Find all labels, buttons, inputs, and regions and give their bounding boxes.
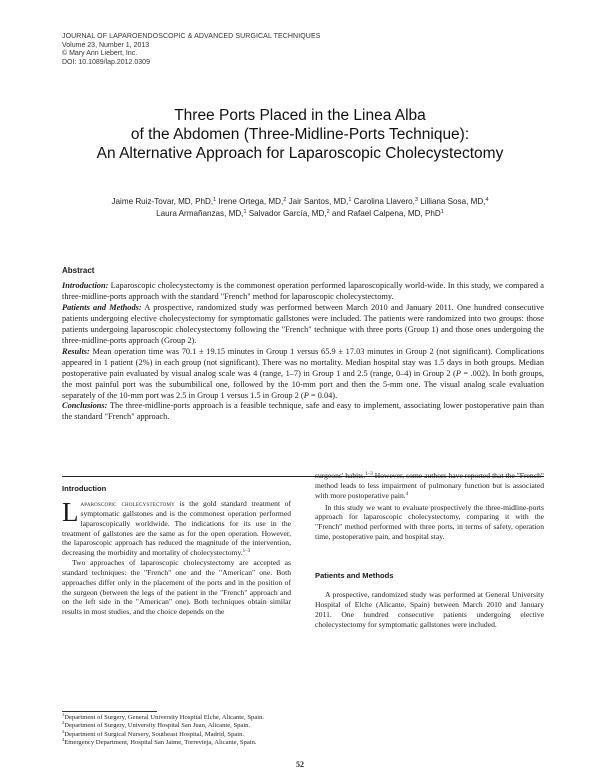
journal-doi[interactable]: DOI: 10.1089/lap.2012.0309 — [62, 58, 150, 66]
methods-heading: Patients and Methods — [315, 571, 394, 580]
abstract-text: A prospective, randomized study was performed between March 2010 and January 2011. One hundred consecutive patients undergoing elective cholecystectomy for symptomatic gallstones were included. The patients were randomized into two groups: those patients undergoing laparoscopic cholecystectomy following the "French" technique with three ports (Group 1) and those ones undergoing the three-midline-ports approach (Group 2). — [62, 302, 544, 345]
footnote-mark: 3 — [62, 728, 65, 734]
footnote-mark: 2 — [62, 720, 65, 726]
journal-header — [62, 33, 321, 67]
abstract-body — [62, 281, 544, 423]
journal-title: JOURNAL OF LAPAROENDOSCOPIC & ADVANCED SURGICAL TECHNIQUES — [62, 33, 321, 40]
author: Lilliana Sosa, MD, — [420, 197, 486, 206]
author: Irene Ortega, MD, — [218, 197, 284, 206]
abstract-label: Conclusions: — [62, 401, 108, 411]
intro-paragraph-3 — [315, 471, 544, 501]
author: Jaime Ruiz-Tovar, MD, PhD, — [111, 197, 214, 206]
footnote-mark: 1 — [62, 712, 65, 717]
abstract-results — [62, 347, 544, 402]
affiliation-mark: 1 — [213, 197, 217, 203]
affiliation-footnote — [62, 728, 264, 739]
author-list — [40, 196, 560, 220]
title-line-3: An Alternative Approach for Laparoscopic Cholecystectomy — [96, 145, 504, 162]
lead-in-small-caps: aparoscopic cholecystectomy — [80, 499, 175, 508]
author: Carolina Llavero, — [353, 197, 415, 206]
paragraph-text: However, some authors have reported that the "French" method leads to less impairment of pulmonary function but is associated with more postoperative pain. — [315, 471, 544, 500]
title-line-2: of the Abdomen (Three-Midline-Ports Technique): — [130, 126, 470, 143]
abstract-text: = .002). In both groups, the most painful port was the subumbilical one, followed by the 10-mm port and then the 5-mm one. The visual analog scale evaluation separately of the 10-mm port was 2.5 in Group 1 versus 1.5 in Group 2 ( — [62, 368, 544, 400]
intro-paragraph-2: Two approaches of laparoscopic cholecystectomy are accepted as standard techniques: the "French" one and the "American" one. Both approaches differ only in the placement of the ports and in the position of the surgeon (between the legs of the patient in the "French" approach and on the left side in the "American" one). Both techniques obtain similar results in most studies, and the choice depends on the — [62, 558, 291, 617]
author: and Rafael Calpena, MD, PhD — [331, 209, 441, 218]
abstract-conclusions — [62, 401, 544, 423]
drop-cap: L — [62, 497, 79, 527]
abstract-label: Introduction: — [62, 281, 109, 290]
left-column — [62, 499, 291, 617]
intro-paragraph-4: In this study we want to evaluate prospectively the three-midline-ports approach for laparoscopic cholecystectomy, comparing it with the "French" method performed with three ports, in terms of safety, operation time, postoperative pain, and hospital stay. — [315, 502, 544, 542]
journal-volume: Volume 23, Number 1, 2013 — [62, 41, 150, 49]
citation-ref[interactable]: 1–3 — [365, 472, 373, 477]
methods-column — [315, 590, 544, 629]
journal-copyright: © Mary Ann Liebert, Inc. — [62, 50, 138, 58]
abstract-heading: Abstract — [62, 266, 95, 275]
affiliation-mark: 2 — [326, 209, 330, 215]
author: Jair Santos, MD, — [288, 197, 349, 206]
affiliation-mark: 2 — [283, 197, 287, 203]
affiliation-footnote — [62, 722, 264, 730]
introduction-heading: Introduction — [62, 484, 107, 493]
citation-ref[interactable]: 4 — [405, 491, 409, 497]
affiliation-mark: 4 — [485, 197, 489, 203]
affiliation-mark: 1 — [440, 209, 444, 215]
footnote-text: Department of Surgery, University Hospital San Juan, Alicante, Spain. — [64, 722, 251, 730]
right-column — [315, 471, 544, 542]
footnote-divider — [62, 711, 157, 712]
affiliation-mark: 1 — [348, 197, 352, 203]
abstract-text: The three-midline-ports approach is a feasible technique, safe and easy to implement, associating lower postoperative pain than the standard "French" approach. — [62, 401, 544, 422]
methods-paragraph-1: A prospective, randomized study was performed at General University Hospital of Elche (Alicante, Spain) between March 2010 and January 2011. One hundred consecutive patients undergoing elective cholecystectomy for symptomatic gallstones were included. — [315, 590, 544, 629]
affiliation-mark: 1 — [243, 209, 247, 215]
p-value-symbol: P — [303, 390, 309, 400]
abstract-text: Laparoscopic cholecystectomy is the commonest operation performed laparoscopically world-wide. In this study, we compared a three-midline-ports approach with the standard "French" method for laparoscopic cholecystectomy. — [62, 281, 544, 301]
citation-ref[interactable]: 1–3 — [242, 549, 251, 555]
footnote-text: Department of Surgical Nursery, Southeast Hospital, Madrid, Spain. — [64, 730, 245, 738]
footnote-text: Emergency Department, Hospital San Jaime, Torrevieja, Alicante, Spain. — [64, 738, 257, 746]
article-title — [40, 106, 560, 163]
page-number: 52 — [296, 760, 304, 769]
abstract-label: Patients and Methods: — [62, 302, 142, 312]
title-line-1: Three Ports Placed in the Linea Alba — [174, 107, 426, 124]
footnote-text: Department of Surgery, General University Hospital Elche, Alicante, Spain. — [64, 714, 265, 721]
affiliation-footnote — [62, 736, 264, 747]
abstract-label: Results: — [62, 346, 90, 356]
affiliation-mark: 3 — [414, 197, 418, 203]
author-line-2 — [40, 208, 560, 220]
author-line-1 — [40, 196, 560, 208]
author: Laura Armañanzas, MD, — [156, 209, 244, 218]
abstract-text: = 0.04). — [308, 390, 338, 400]
abstract-text: Mean operation time was 70.1 ± 19.15 minutes in Group 1 versus 65.9 ± 17.03 minutes in Group 2 (not significant). Complications appeared in 1 patient (2%) in each group (not significant). There was no mortality. Median hospital stay was 1.5 days in both groups. Median postoperative pain evaluated by visual analog scale was 4 (range, 1–7) in Group 1 and 2.5 (range, 0–4) in Group 2 ( — [62, 346, 544, 378]
paragraph-text: is the gold standard treatment of symptomatic gallstones and is the commonest operation performed laparoscopically worldwide. The indications for its use in the treatment of gallstones are the same as for the open operation. However, the laparoscopic approach has reduced the magnitude of the intervention, decreasing the morbidity and mortality of cholecystectomy. — [62, 499, 291, 558]
intro-paragraph-1 — [62, 499, 291, 558]
abstract-introduction — [62, 281, 544, 303]
paragraph-text: surgeons' habits. — [315, 471, 366, 480]
p-value-symbol: P — [455, 368, 461, 378]
affiliations-footnotes — [62, 714, 264, 747]
footnote-mark: 4 — [62, 736, 65, 742]
abstract-methods — [62, 303, 544, 347]
author: Salvador García, MD, — [248, 209, 327, 218]
